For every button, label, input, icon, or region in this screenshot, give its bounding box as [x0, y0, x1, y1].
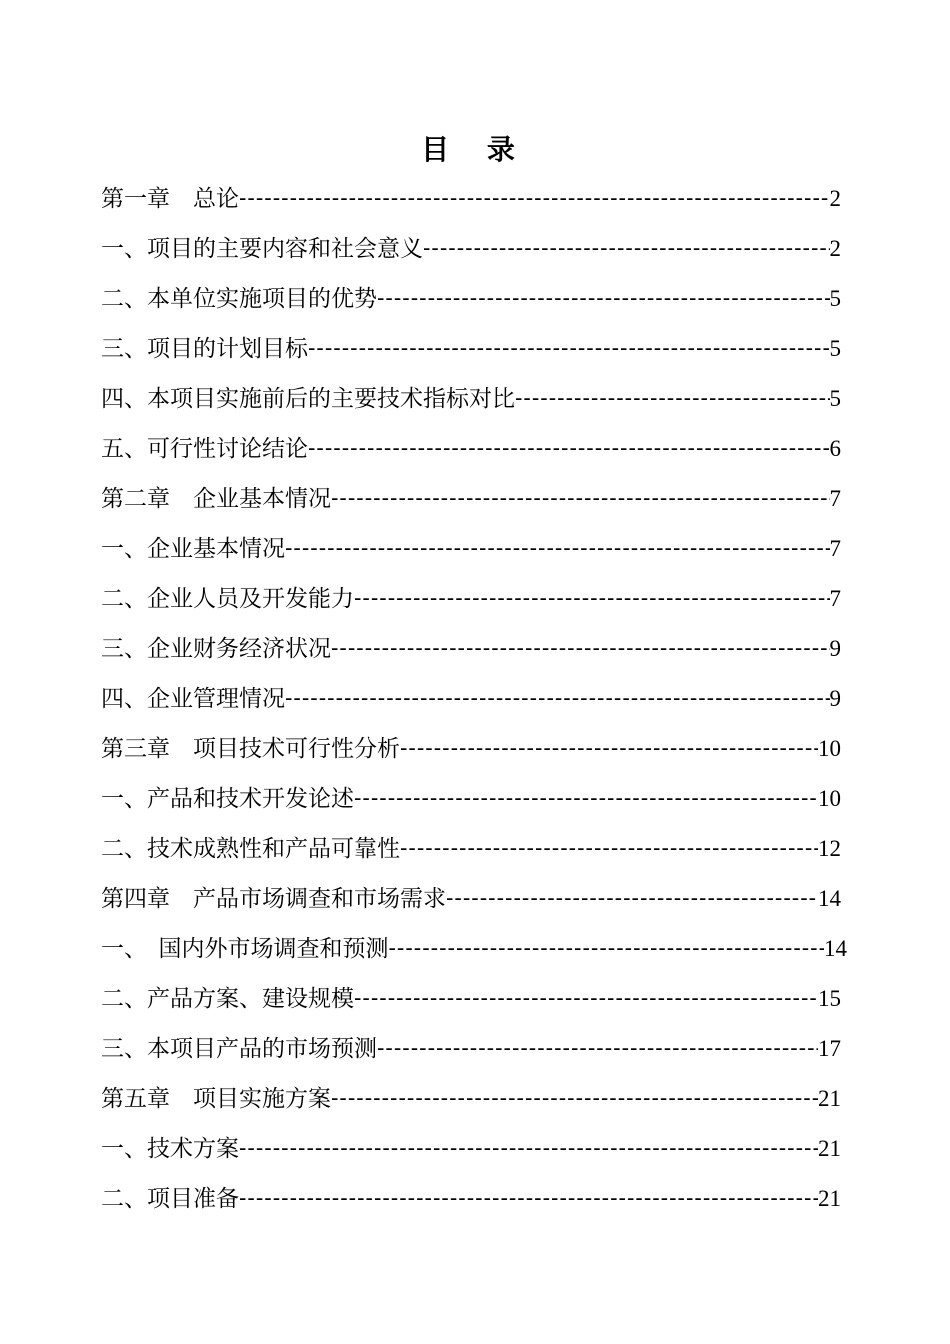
toc-entry-label: 第二章 企业基本情况 [101, 486, 331, 512]
toc-entry-label: 二、项目准备 [101, 1186, 239, 1212]
toc-entry[interactable] [101, 974, 841, 1024]
toc-entry[interactable] [101, 474, 841, 524]
toc-entry[interactable] [101, 324, 841, 374]
dot-leader [354, 574, 830, 624]
toc-entry-label: 三、本项目产品的市场预测 [101, 1036, 377, 1062]
dot-leader [400, 824, 818, 874]
toc-entry-page: 5 [829, 286, 841, 311]
toc-entry-page: 2 [829, 186, 841, 211]
dot-leader [308, 424, 830, 474]
toc-entry-label: 二、企业人员及开发能力 [101, 586, 354, 612]
toc-entry[interactable] [101, 224, 841, 274]
toc-entry-page: 7 [829, 486, 841, 511]
toc-entry-page: 10 [818, 736, 841, 761]
dot-leader [331, 624, 830, 674]
toc-entry[interactable] [101, 574, 841, 624]
toc-entry[interactable] [101, 924, 847, 974]
toc-entry-page: 17 [818, 1036, 841, 1061]
dot-leader [285, 674, 830, 724]
toc-entry-label: 三、项目的计划目标 [101, 336, 308, 362]
toc-entry[interactable] [101, 824, 841, 874]
toc-entry[interactable] [101, 674, 841, 724]
toc-entry-label: 一、技术方案 [101, 1136, 239, 1162]
toc-entry-label: 四、本项目实施前后的主要技术指标对比 [101, 386, 515, 412]
toc-entry-page: 10 [818, 786, 841, 811]
toc-entry[interactable] [101, 1174, 841, 1224]
dot-leader [354, 774, 818, 824]
toc-entry-page: 9 [829, 636, 841, 661]
toc-entry-page: 21 [818, 1136, 841, 1161]
toc-entry-label: 三、企业财务经济状况 [101, 636, 331, 662]
dot-leader [400, 724, 818, 774]
toc-entry[interactable] [101, 1024, 841, 1074]
dot-leader [377, 1024, 818, 1074]
toc-entry[interactable] [101, 774, 841, 824]
toc-entry[interactable] [101, 724, 841, 774]
toc-entry[interactable] [101, 874, 841, 924]
toc-entry-page: 2 [829, 236, 841, 261]
toc-entry-label: 第三章 项目技术可行性分析 [101, 736, 400, 762]
toc-entry-page: 6 [829, 436, 841, 461]
toc-entry-label: 四、企业管理情况 [101, 686, 285, 712]
dot-leader [354, 974, 818, 1024]
toc-entry-page: 12 [818, 836, 841, 861]
toc-entry[interactable] [101, 274, 841, 324]
toc-entry-label: 二、技术成熟性和产品可靠性 [101, 836, 400, 862]
dot-leader [285, 524, 830, 574]
toc-entry-page: 5 [829, 386, 841, 411]
toc-entry-label: 第一章 总论 [101, 186, 239, 212]
toc-entry-page: 7 [829, 586, 841, 611]
dot-leader [377, 274, 830, 324]
toc-entry[interactable] [101, 1124, 841, 1174]
dot-leader [423, 224, 830, 274]
toc-entry-label: 一、产品和技术开发论述 [101, 786, 354, 812]
toc-entry-page: 14 [824, 936, 847, 961]
toc-entry-page: 7 [829, 536, 841, 561]
toc-entry-page: 21 [818, 1086, 841, 1111]
dot-leader [331, 474, 830, 524]
dot-leader [331, 1074, 818, 1124]
toc-entry-page: 15 [818, 986, 841, 1011]
toc-entry[interactable] [101, 624, 841, 674]
toc-entry-label: 一、企业基本情况 [101, 536, 285, 562]
toc-entry[interactable] [101, 374, 841, 424]
toc-entry-page: 9 [829, 686, 841, 711]
dot-leader [239, 1124, 818, 1174]
toc-entry-label: 一、 国内外市场调查和预测 [101, 936, 389, 962]
dot-leader [239, 174, 830, 224]
dot-leader [446, 874, 818, 924]
toc-entry[interactable] [101, 524, 841, 574]
dot-leader [515, 374, 830, 424]
toc-entry-label: 第五章 项目实施方案 [101, 1086, 331, 1112]
toc-entry-label: 二、本单位实施项目的优势 [101, 286, 377, 312]
toc-title: 目 录 [421, 133, 529, 166]
toc-entry-label: 二、产品方案、建设规模 [101, 986, 354, 1012]
dot-leader [389, 924, 825, 974]
toc-entry[interactable] [101, 1074, 841, 1124]
dot-leader [239, 1174, 818, 1224]
dot-leader [308, 324, 830, 374]
table-of-contents [101, 174, 847, 1224]
toc-entry-page: 5 [829, 336, 841, 361]
toc-entry-page: 14 [818, 886, 841, 911]
toc-entry-label: 一、项目的主要内容和社会意义 [101, 236, 423, 262]
toc-entry[interactable] [101, 174, 841, 224]
toc-entry-page: 21 [818, 1186, 841, 1211]
toc-entry[interactable] [101, 424, 841, 474]
toc-entry-label: 第四章 产品市场调查和市场需求 [101, 886, 446, 912]
toc-entry-label: 五、可行性讨论结论 [101, 436, 308, 462]
